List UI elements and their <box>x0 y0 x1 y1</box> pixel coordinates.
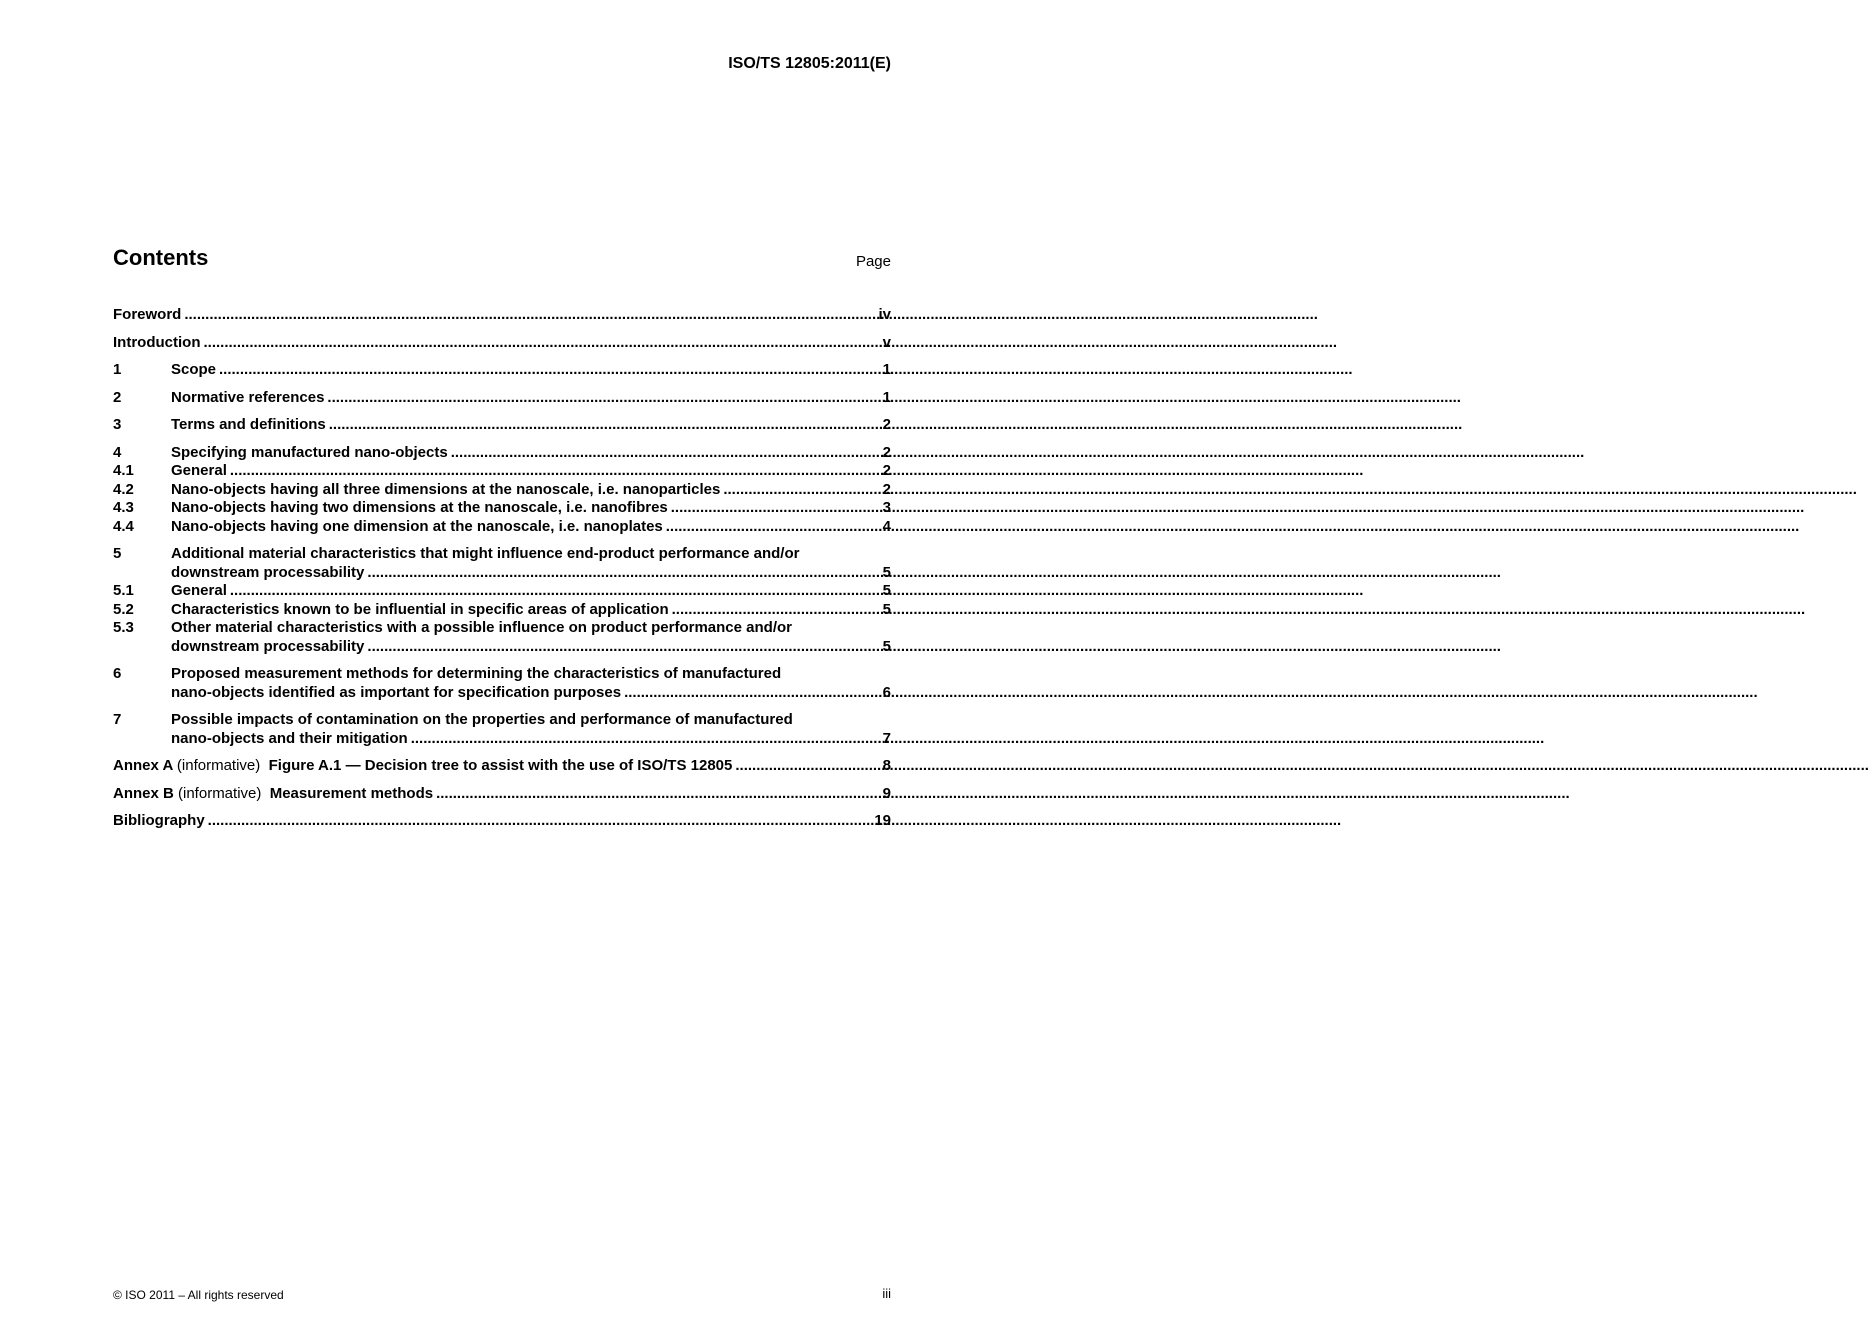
toc-entry-number: 4.4 <box>113 517 134 535</box>
toc-entry-title-line1: Proposed measurement methods for determining the characteristics of manufactured <box>171 665 782 682</box>
toc-entry-title: General <box>171 582 227 599</box>
toc-entry-page: 5 <box>882 582 891 599</box>
toc-entry-number: 4.1 <box>113 462 134 479</box>
toc-entry-number: 5.1 <box>113 582 134 599</box>
toc-entry-5-1[interactable] <box>113 582 891 601</box>
toc-entry-4-3[interactable] <box>113 499 891 518</box>
toc-entry-title: Foreword <box>113 306 182 323</box>
toc-entry-normative-references[interactable] <box>113 389 891 408</box>
toc-entry-additional-characteristics[interactable] <box>113 545 891 564</box>
toc-entry-page: 3 <box>882 499 891 516</box>
toc-entry-title: Nano-objects having one dimension at the nanoscale, i.e. nanoplates <box>171 517 663 535</box>
toc-entry-page: 1 <box>882 361 891 378</box>
toc-entry-scope[interactable] <box>113 361 891 380</box>
toc-entry-title <box>113 785 433 804</box>
toc-entry-page: v <box>882 333 891 351</box>
toc-entry-number: 2 <box>113 388 122 406</box>
toc-entry-annex-a[interactable] <box>113 757 891 776</box>
toc-entry-title-line1: Other material characteristics with a possible influence on product performance and/or <box>171 619 792 636</box>
toc-entry-measurement-methods-cont[interactable] <box>113 684 891 703</box>
toc-entry-page: 2 <box>882 480 891 498</box>
document-id: ISO/TS 12805:2011(E) <box>728 55 891 72</box>
toc-entry-page: 19 <box>874 812 891 829</box>
toc-entry-terms-definitions[interactable] <box>113 416 891 435</box>
toc-entry-page: 5 <box>882 600 891 618</box>
toc-entry-number: 6 <box>113 665 122 682</box>
toc-entry-page: 8 <box>882 757 891 774</box>
toc-entry-title: Specifying manufactured nano-objects <box>171 443 448 461</box>
footer-copyright: © ISO 2011 – All rights reserved <box>113 1288 284 1302</box>
toc-entry-bibliography[interactable] <box>113 812 891 831</box>
toc-entry-page: 7 <box>882 729 891 747</box>
toc-entry-5-3-cont[interactable] <box>113 638 891 657</box>
toc-entry-measurement-methods[interactable] <box>113 665 891 684</box>
toc-entry-page: 5 <box>882 637 891 655</box>
toc-entry-title-line1: Additional material characteristics that might influence end-product performance and/or <box>171 545 800 562</box>
toc-entry-number: 3 <box>113 416 122 433</box>
toc-entry-number: 4 <box>113 443 122 461</box>
toc-entry-page: 4 <box>882 517 891 535</box>
footer-page-number: iii <box>882 1286 891 1301</box>
toc-entry-title <box>113 757 732 776</box>
toc-entry-number: 1 <box>113 361 122 378</box>
toc-entry-title: nano-objects and their mitigation <box>171 729 408 747</box>
toc-entry-number: 7 <box>113 711 122 728</box>
toc-entry-introduction[interactable] <box>113 334 891 353</box>
toc-entry-title: Bibliography <box>113 812 205 829</box>
annex-title: Figure A.1 — Decision tree to assist with the use of ISO/TS 12805 <box>268 757 733 774</box>
toc-entry-page: 6 <box>882 683 891 701</box>
toc-entry-4-2[interactable] <box>113 481 891 500</box>
annex-title: Measurement methods <box>269 784 434 802</box>
toc-entry-foreword[interactable] <box>113 306 891 325</box>
toc-entry-title-line1: Possible impacts of contamination on the properties and performance of manufactured <box>171 711 793 728</box>
toc-entry-page: 2 <box>882 443 891 461</box>
toc-entry-page: 9 <box>882 784 891 802</box>
toc-entry-title: Normative references <box>171 388 325 406</box>
toc-entry-annex-b[interactable] <box>113 785 891 804</box>
toc-entry-page: 2 <box>882 462 891 479</box>
toc-entry-4-4[interactable] <box>113 518 891 537</box>
table-of-contents <box>113 306 891 840</box>
toc-entry-number: 4.2 <box>113 480 134 498</box>
toc-entry-title: Nano-objects having all three dimensions at the nanoscale, i.e. nanoparticles <box>171 480 721 498</box>
toc-entry-title: Scope <box>171 361 217 378</box>
page-title: Contents <box>113 245 209 270</box>
toc-entry-title: Characteristics known to be influential in specific areas of application <box>171 600 669 618</box>
toc-entry-number: 5.3 <box>113 619 134 636</box>
annex-label: Annex A <box>113 757 173 774</box>
toc-entry-title: Introduction <box>113 333 201 351</box>
toc-entry-page: 5 <box>882 563 891 581</box>
toc-entry-title: Nano-objects having two dimensions at the nanoscale, i.e. nanofibres <box>171 499 668 516</box>
toc-entry-page: 2 <box>882 416 891 433</box>
toc-entry-number: 5 <box>113 545 122 562</box>
toc-entry-title: General <box>171 462 227 479</box>
toc-entry-page: 1 <box>882 388 891 406</box>
toc-entry-title: Terms and definitions <box>171 416 326 433</box>
toc-entry-specifying[interactable] <box>113 444 891 463</box>
toc-entry-title: nano-objects identified as important for specification purposes <box>171 683 622 701</box>
toc-entry-4-1[interactable] <box>113 462 891 481</box>
toc-entry-number: 4.3 <box>113 499 134 516</box>
toc-entry-contamination-cont[interactable] <box>113 730 891 749</box>
annex-label: Annex B <box>113 784 174 802</box>
annex-type: (informative) <box>176 757 261 774</box>
page-column-label: Page <box>855 253 891 270</box>
toc-entry-5-2[interactable] <box>113 601 891 620</box>
toc-entry-number: 5.2 <box>113 600 134 618</box>
toc-entry-title: downstream processability <box>171 637 365 655</box>
toc-entry-5-3[interactable] <box>113 619 891 638</box>
toc-entry-additional-characteristics-cont[interactable] <box>113 564 891 583</box>
toc-entry-contamination[interactable] <box>113 711 891 730</box>
annex-type: (informative) <box>178 784 262 802</box>
toc-entry-title: downstream processability <box>171 563 365 581</box>
toc-entry-page: iv <box>878 306 891 323</box>
